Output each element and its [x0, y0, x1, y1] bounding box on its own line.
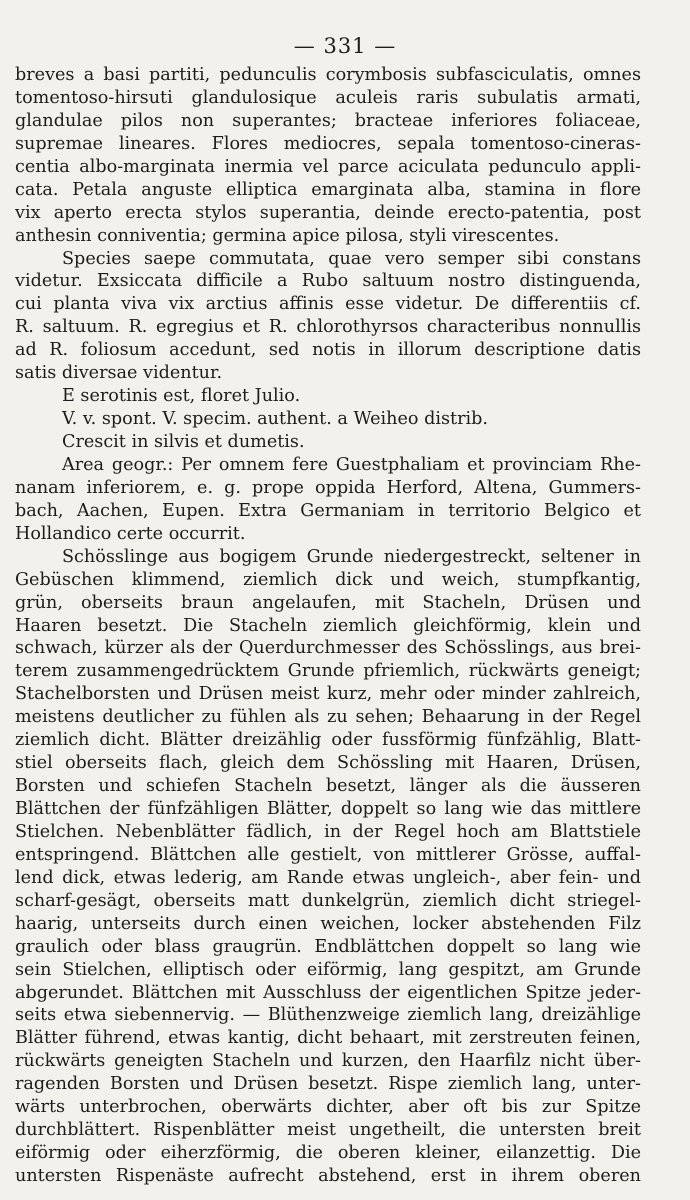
text-line: Haaren besetzt. Die Stacheln ziemlich gleichförmig, klein und	[15, 615, 641, 636]
text-line: scharf-gesägt, oberseits matt dunkelgrün, ziemlich dicht striegel-	[15, 890, 641, 911]
text-line: abgerundet. Blättchen mit Ausschluss der eigentlichen Spitze jeder-	[15, 982, 641, 1003]
text-line: centia albo-marginata inermia vel parce aciculata pedunculo appli-	[15, 156, 641, 177]
text-line: Crescit in silvis et dumetis.	[62, 432, 305, 452]
text-line: videtur. Exsiccata difficile a Rubo saltuum nostro distinguenda,	[15, 271, 641, 292]
text-line: Blättchen der fünfzähligen Blätter, doppelt so lang wie das mittlere	[15, 799, 641, 819]
text-line: cui planta viva vix arctius affinis esse videtur. De differentiis cf.	[15, 294, 641, 315]
paragraph	[15, 431, 641, 454]
paragraph	[15, 546, 641, 1188]
text-line: ragenden Borsten und Drüsen besetzt. Rispe ziemlich lang, unter-	[15, 1074, 641, 1095]
text-line: lend dick, etwas lederig, am Rande etwas ungleich-, aber fein- und	[15, 867, 641, 888]
text-line: Schösslinge aus bogigem Grunde niedergestreckt, seltener in	[62, 546, 641, 567]
text-line: Stielchen. Nebenblätter fädlich, in der Regel hoch am Blattstiele	[15, 821, 641, 842]
text-line: ad R. foliosum accedunt, sed notis in illorum descriptione datis	[15, 340, 641, 361]
text-line: untersten Rispenäste aufrecht abstehend, erst in ihrem oberen	[15, 1166, 641, 1186]
text-line: bach, Aachen, Eupen. Extra Germaniam in territorio Belgico et	[15, 500, 641, 521]
paragraph	[15, 408, 641, 431]
text-line: glandulae pilos non superantes; bracteae inferiores foliaceae,	[15, 110, 641, 131]
text-line: Borsten und schiefen Stacheln besetzt, länger als die äusseren	[15, 776, 641, 797]
text-line: breves a basi partiti, pedunculis corymbosis subfasciculatis, omnes	[15, 65, 641, 85]
text-line: wärts unterbrochen, oberwärts dichter, aber oft bis zur Spitze	[15, 1097, 641, 1118]
text-line: cata. Petala anguste elliptica emarginata alba, stamina in flore	[15, 179, 641, 200]
text-line: ziemlich dicht. Blätter dreizählig oder fussförmig fünfzählig, Blatt-	[15, 730, 641, 751]
paragraph	[15, 454, 641, 546]
text-line: V. v. spont. V. specim. authent. a Weiheo distrib.	[62, 409, 488, 430]
text-line: R. saltuum. R. egregius et R. chlorothyrsos characteribus nonnullis	[15, 317, 641, 338]
text-line: terem zusammengedrücktem Grunde pfriemlich, rückwärts geneigt;	[15, 661, 641, 682]
text-line: schwach, kürzer als der Querdurchmesser des Schösslings, aus brei-	[15, 638, 641, 659]
text-line: durchblättert. Rispenblätter meist ungetheilt, die untersten breit	[15, 1120, 641, 1141]
text-line: Hollandico certe occurrit.	[15, 523, 246, 544]
text-line: sein Stielchen, elliptisch oder eiförmig, lang gespitzt, am Grunde	[15, 959, 641, 980]
text-line: stiel oberseits flach, gleich dem Schössling mit Haaren, Drüsen,	[15, 753, 641, 774]
page-number: — 331 —	[293, 34, 397, 58]
text-line: Species saepe commutata, quae vero semper sibi constans	[62, 248, 641, 269]
text-line: graulich oder blass graugrün. Endblättchen doppelt so lang wie	[15, 936, 641, 957]
paragraph	[15, 64, 641, 248]
text-line: E serotinis est, floret Julio.	[62, 386, 301, 407]
text-line: tomentoso-hirsuti glandulosique aculeis raris subulatis armati,	[15, 87, 641, 108]
paragraph	[15, 248, 641, 386]
text-line: nanam inferiorem, e. g. prope oppida Herford, Altena, Gummers-	[15, 477, 641, 498]
body-text	[15, 64, 641, 1188]
text-line: haarig, unterseits durch einen weichen, locker abstehenden Filz	[15, 913, 641, 934]
text-line: Stachelborsten und Drüsen meist kurz, mehr oder minder zahlreich,	[15, 684, 641, 705]
text-line: satis diversae videntur.	[15, 363, 223, 384]
paragraph	[15, 385, 641, 408]
text-line: seits etwa siebennervig. — Blüthenzweige ziemlich lang, dreizählige	[15, 1005, 641, 1026]
text-line: vix aperto erecta stylos superantia, deinde erecto-patentia, post	[15, 202, 641, 223]
text-line: meistens deutlicher zu fühlen als zu sehen; Behaarung in der Regel	[15, 707, 641, 728]
text-line: Blätter führend, etwas kantig, dicht behaart, mit zerstreuten feinen,	[15, 1028, 641, 1049]
text-line: grün, oberseits braun angelaufen, mit Stacheln, Drüsen und	[15, 592, 641, 613]
text-line: eiförmig oder eiherzförmig, die oberen kleiner, eilanzettig. Die	[15, 1143, 641, 1164]
text-line: supremae lineares. Flores mediocres, sepala tomentoso-cineras-	[15, 133, 641, 154]
text-line: Gebüschen klimmend, ziemlich dick und weich, stumpfkantig,	[15, 569, 641, 590]
text-line: entspringend. Blättchen alle gestielt, von mittlerer Grösse, auffal-	[15, 844, 641, 865]
text-line: anthesin conniventia; germina apice pilosa, styli virescentes.	[15, 225, 560, 246]
text-line: Area geogr.: Per omnem fere Guestphaliam et provinciam Rhe-	[62, 454, 641, 475]
text-line: rückwärts geneigten Stacheln und kurzen, den Haarfilz nicht über-	[15, 1051, 641, 1072]
